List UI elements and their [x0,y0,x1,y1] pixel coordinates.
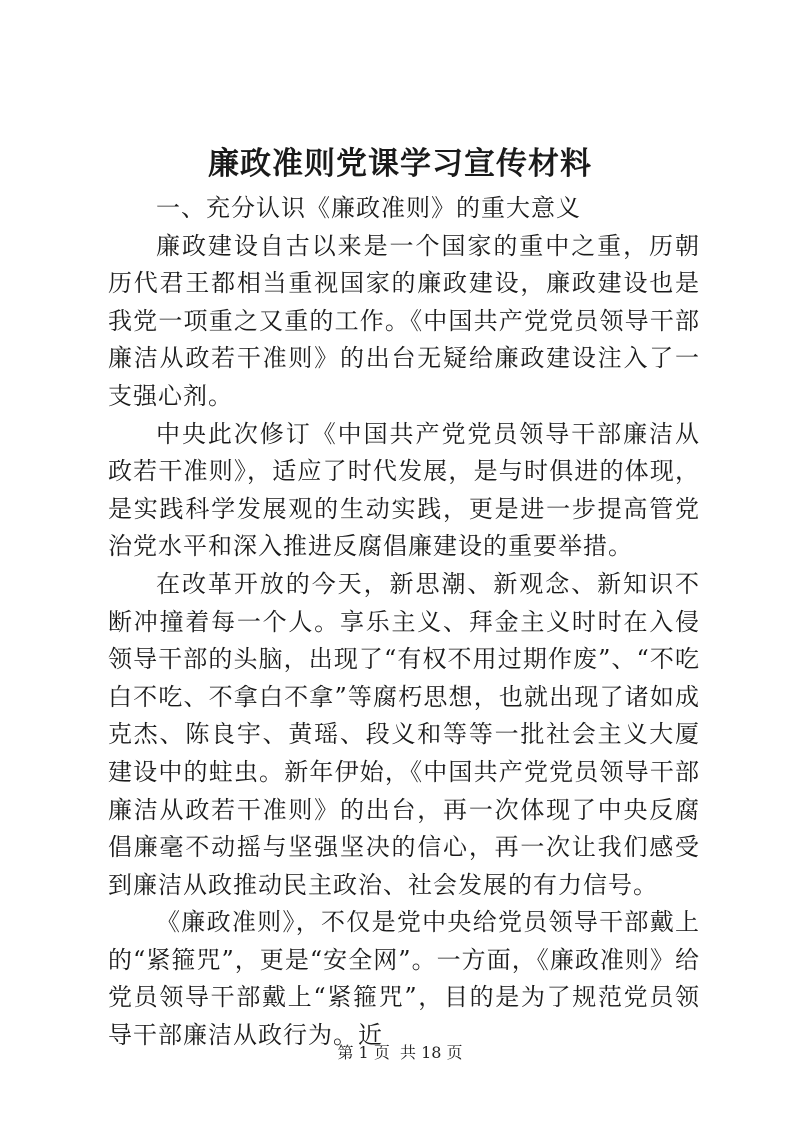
document-body [108,190,700,1055]
section-heading: 一、充分认识《廉政准则》的重大意义 [156,194,581,222]
paragraph-2: 中央此次修订《中国共产党党员领导干部廉洁从政若干准则》，适应了时代发展，是与时俱进的体现，是实践科学发展观的生动实践，更是进一步提高管党治党水平和深入推进反腐倡廉建设的重要举措。 [108,419,700,561]
document-title: 廉政准则党课学习宣传材料 [208,146,592,182]
page-number-label: 第 1 页 共 18 页 [337,1043,463,1062]
paragraph-3: 在改革开放的今天，新思潮、新观念、新知识不断冲撞着每一个人。享乐主义、拜金主义时时在入侵领导干部的头脑，出现了“有权不用过期作废”、“不吃白不吃、不拿白不拿”等腐朽思想，也就出现了诸如成克杰、陈良宇、黄瑶、段义和等等一批社会主义大厦建设中的蛀虫。新年伊始，《中国共产党党员领导干部廉洁从政若干准则》的出台，再一次体现了中央反腐倡廉毫不动摇与坚强坚决的信心，再一次让我们感受到廉洁从政推动民主政治、社会发展的有力信号。 [108,569,700,899]
paragraph-4: 《廉政准则》，不仅是党中央给党员领导干部戴上的“紧箍咒”，更是“安全网”。一方面，《廉政准则》给党员领导干部戴上“紧箍咒”，目的是为了规范党员领导干部廉洁从政行为。近 [108,908,700,1050]
paragraph-1: 廉政建设自古以来是一个国家的重中之重，历朝历代君王都相当重视国家的廉政建设，廉政建设也是我党一项重之又重的工作。《中国共产党党员领导干部廉洁从政若干准则》的出台无疑给廉政建设注入了一支强心剂。 [108,231,700,410]
page-footer [0,1042,800,1064]
